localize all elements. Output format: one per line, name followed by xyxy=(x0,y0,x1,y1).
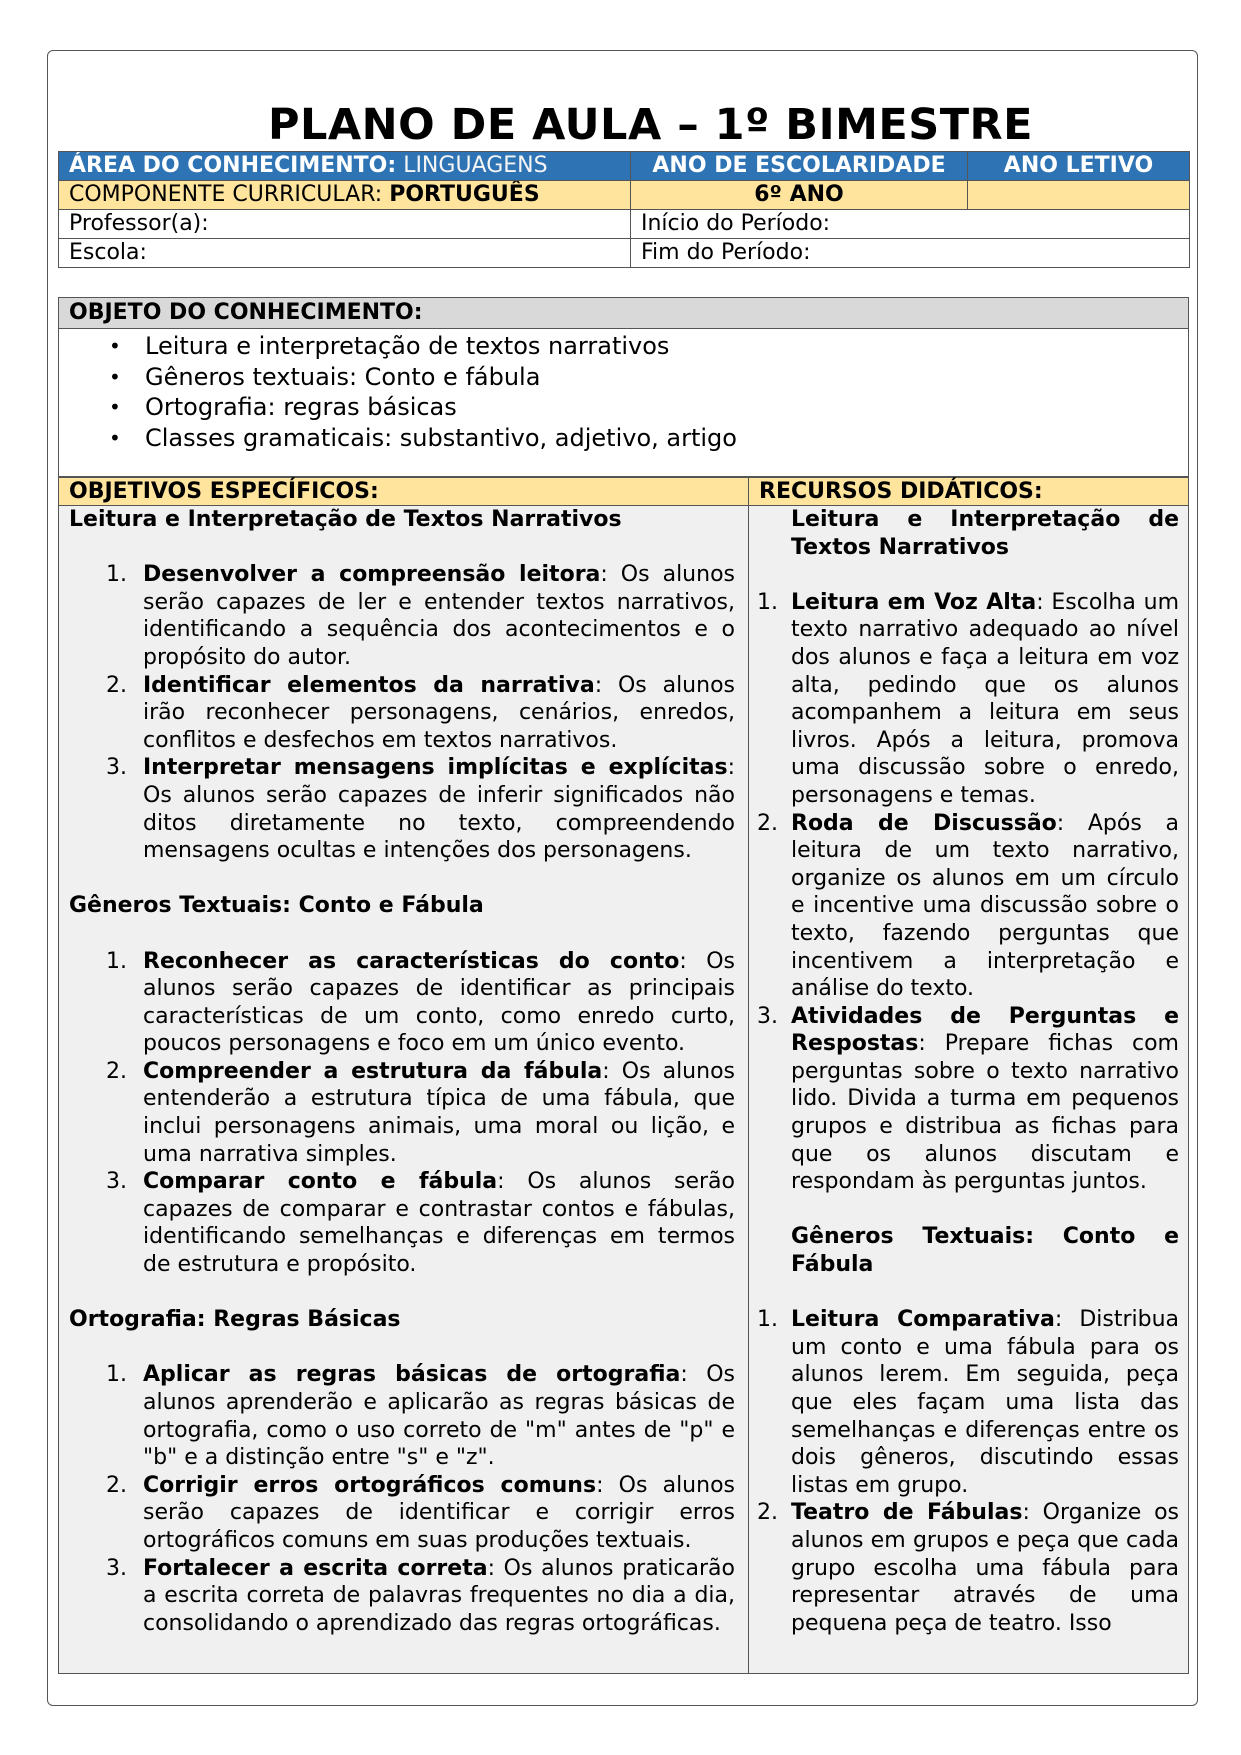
numbered-list xyxy=(749,1306,1179,1637)
ano-value: 6º ANO xyxy=(631,181,968,210)
ano-letivo-value xyxy=(968,181,1190,210)
ano-letivo-header: ANO LETIVO xyxy=(968,152,1190,181)
item-heading: Atividades de Perguntas e Respostas xyxy=(791,1003,1179,1057)
objeto-conhecimento-box xyxy=(58,297,1189,477)
item-text: : Prepare fichas com perguntas sobre o texto narrativo lido. Divida a turma em pequenos grupos e distribua as fichas para que os alunos discutam e respondam às perguntas juntos. xyxy=(791,1031,1179,1195)
list-item xyxy=(69,561,735,671)
item-heading: Corrigir erros ortográficos comuns xyxy=(143,1472,597,1498)
item-text: : Após a leitura de um texto narrativo, organize os alunos em um círculo e incentive uma discussão sobre o texto, fazendo perguntas que incentivem a interpretação e análise do texto. xyxy=(791,810,1179,1002)
item-text: : Os alunos serão capazes de inferir significados não ditos diretamente no texto, compreendendo mensagens ocultas e intenções dos personagens. xyxy=(143,755,735,864)
item-number: 2. xyxy=(757,1500,778,1526)
item-number: 2. xyxy=(106,1472,127,1498)
item-number: 1. xyxy=(757,589,778,615)
componente-cell xyxy=(59,181,631,210)
item-heading: Interpretar mensagens implícitas e explícitas xyxy=(143,755,728,781)
list-item xyxy=(69,1058,735,1168)
item-heading: Compreender a estrutura da fábula xyxy=(143,1058,603,1084)
area-label: ÁREA DO CONHECIMENTO: xyxy=(69,153,397,178)
item-heading: Roda de Discussão xyxy=(791,810,1057,836)
section-title: Gêneros Textuais: Conto e Fábula xyxy=(69,893,484,919)
section-title: Leitura e Interpretação de Textos Narrativos xyxy=(69,507,622,532)
componente-value: PORTUGUÊS xyxy=(389,182,540,207)
professor-field: Professor(a): xyxy=(59,210,631,239)
item-heading: Desenvolver a compreensão leitora xyxy=(143,562,601,588)
list-item xyxy=(749,810,1179,1003)
item-heading: Leitura Comparativa xyxy=(791,1307,1055,1333)
item-number: 3. xyxy=(106,1169,127,1195)
recursos-column xyxy=(749,506,1188,1673)
header-table xyxy=(58,151,1190,268)
item-text: : Os alunos serão capazes de ler e entender textos narrativos, identificando a sequência dos acontecimentos e o propósito do autor. xyxy=(143,562,735,670)
list-item: • Gêneros textuais: Conto e fábula xyxy=(145,362,1188,393)
list-item xyxy=(69,1361,735,1471)
area-value: LINGUAGENS xyxy=(403,153,548,178)
item-text: : Os alunos serão capazes de comparar e contrastar contos e fábulas, identificando semelhanças e diferenças em termos de estrutura e propósito. xyxy=(143,1169,735,1278)
list-item xyxy=(69,1168,735,1278)
list-item: • Classes gramaticais: substantivo, adjetivo, artigo xyxy=(145,423,1188,454)
item-number: 2. xyxy=(106,672,127,698)
escola-field: Escola: xyxy=(59,239,631,268)
inicio-periodo-field: Início do Período: xyxy=(631,210,1190,239)
item-number: 3. xyxy=(757,1003,778,1029)
section-title: Gêneros Textuais: Conto e Fábula xyxy=(791,1224,1179,1278)
item-text: : Organize os alunos em grupos e peça que cada grupo escolha uma fábula para representar através de uma pequena peça de teatro. Isso xyxy=(791,1500,1179,1636)
item-number: 1. xyxy=(106,1362,127,1388)
item-text: : Os alunos serão capazes de identificar as principais características de um conto, como enredo curto, poucos personagens e foco em um único evento. xyxy=(143,948,735,1057)
item-text: : Escolha um texto narrativo adequado ao nível dos alunos e faça a leitura em voz alta, pedindo que os alunos acompanhem a leitura em seus livros. Após a leitura, promova uma discussão sobre o enredo, personagens e temas. xyxy=(791,589,1179,808)
ano-escolaridade-header: ANO DE ESCOLARIDADE xyxy=(631,152,968,181)
item-heading: Comparar conto e fábula xyxy=(143,1169,498,1195)
objetivos-recursos-table xyxy=(58,477,1189,1674)
item-text: : Os alunos irão reconhecer personagens, cenários, enredos, conflitos e desfechos em textos narrativos. xyxy=(143,672,735,753)
list-item xyxy=(749,1003,1179,1196)
section-title: Ortografia: Regras Básicas xyxy=(69,1307,401,1333)
item-number: 3. xyxy=(106,755,127,781)
item-text: : Distribua um conto e uma fábula para os alunos lerem. Em seguida, peça que eles façam uma lista das semelhanças e diferenças entre os dois gêneros, discutindo essas listas em grupo. xyxy=(791,1307,1180,1498)
area-cell xyxy=(59,152,631,181)
list-item xyxy=(69,754,735,864)
item-text: : Os alunos praticarão a escrita correta de palavras frequentes no dia a dia, consolidando o aprendizado das regras ortográficas. xyxy=(143,1555,735,1636)
item-number: 2. xyxy=(106,1058,127,1084)
numbered-list xyxy=(69,948,735,1279)
objeto-heading: OBJETO DO CONHECIMENTO: xyxy=(59,298,1188,329)
numbered-list xyxy=(69,1361,735,1637)
item-number: 2. xyxy=(757,810,778,836)
objetivos-column xyxy=(59,506,749,1673)
section-title: Leitura e Interpretação de Textos Narrativos xyxy=(791,507,1179,560)
componente-label: COMPONENTE CURRICULAR: xyxy=(69,182,383,207)
list-item xyxy=(69,672,735,755)
list-item xyxy=(749,1499,1179,1637)
list-item xyxy=(69,948,735,1058)
list-item xyxy=(749,1306,1179,1499)
item-number: 1. xyxy=(757,1307,778,1333)
numbered-list xyxy=(69,561,735,865)
list-item xyxy=(749,589,1179,810)
item-text: : Os alunos aprenderão e aplicarão as regras básicas de ortografia, como o uso correto de "m" antes de "p" e "b" e a distinção entre "s" e "z". xyxy=(143,1362,735,1471)
item-heading: Leitura em Voz Alta xyxy=(791,589,1037,615)
recursos-heading: RECURSOS DIDÁTICOS: xyxy=(749,478,1188,506)
list-item: • Leitura e interpretação de textos narrativos xyxy=(145,331,1188,362)
item-heading: Identificar elementos da narrativa xyxy=(143,672,595,698)
item-number: 3. xyxy=(106,1555,127,1581)
item-heading: Teatro de Fábulas xyxy=(791,1500,1023,1526)
list-item: • Ortografia: regras básicas xyxy=(145,392,1188,423)
item-heading: Reconhecer as características do conto xyxy=(143,948,680,974)
fim-periodo-field: Fim do Período: xyxy=(631,239,1190,268)
item-text: : Os alunos entenderão a estrutura típica de uma fábula, que inclui personagens animais, uma moral ou lição, e uma narrativa simples. xyxy=(143,1058,735,1167)
item-heading: Aplicar as regras básicas de ortografia xyxy=(143,1362,681,1388)
list-item xyxy=(69,1472,735,1555)
objeto-list xyxy=(59,331,1188,453)
objetivos-heading: OBJETIVOS ESPECÍFICOS: xyxy=(59,478,749,506)
item-number: 1. xyxy=(106,948,127,974)
item-heading: Fortalecer a escrita correta xyxy=(143,1555,488,1581)
page-title: PLANO DE AULA – 1º BIMESTRE xyxy=(267,100,1034,150)
item-number: 1. xyxy=(106,562,127,588)
item-text: : Os alunos serão capazes de identificar e corrigir erros ortográficos comuns em suas produções textuais. xyxy=(143,1472,735,1553)
numbered-list xyxy=(749,589,1179,1196)
list-item xyxy=(69,1555,735,1638)
